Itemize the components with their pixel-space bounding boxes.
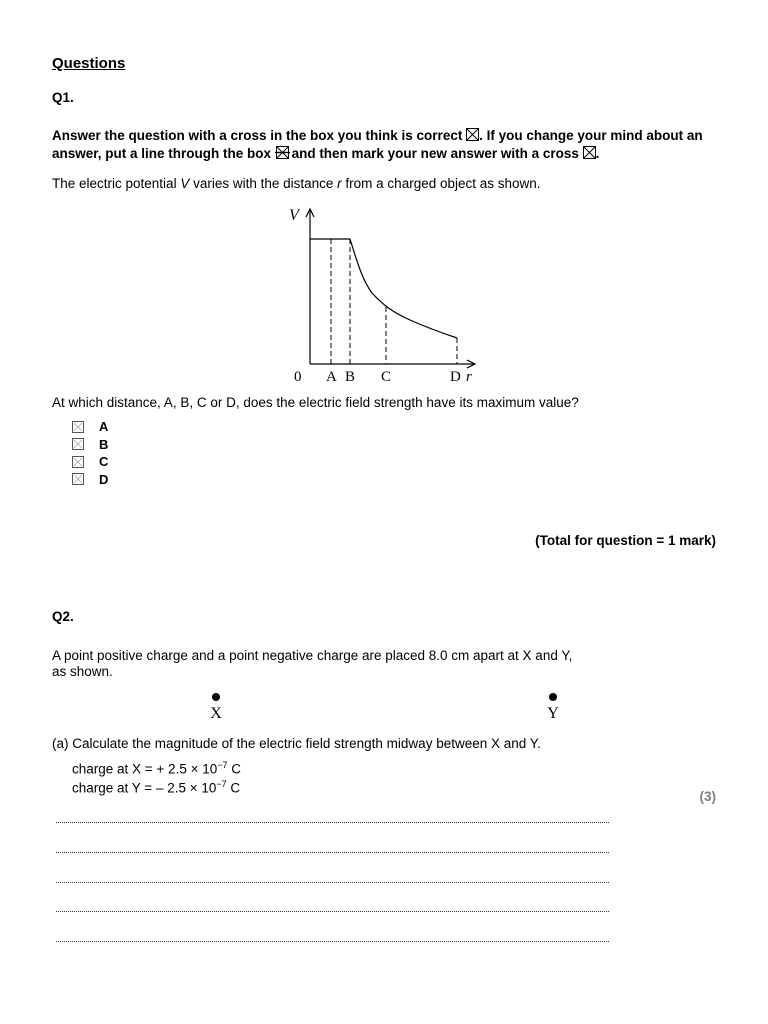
q2-stem <box>52 648 572 680</box>
charge-y-unit: C <box>226 780 241 796</box>
point-label-c: C <box>381 369 392 385</box>
q2-part-a: (a) Calculate the magnitude of the electric field strength midway between X and Y. <box>52 736 541 751</box>
charge-x-unit: C <box>227 761 241 777</box>
charge-y-exponent: −7 <box>216 779 227 789</box>
q1-label: Q1. <box>52 90 74 105</box>
q1-total: (Total for question = 1 mark) <box>535 533 716 548</box>
answer-line[interactable] <box>56 882 609 883</box>
point-x-dot <box>212 693 220 701</box>
answer-line[interactable] <box>56 911 609 912</box>
answer-box-icon[interactable] <box>72 456 84 468</box>
potential-graph <box>270 200 490 390</box>
struck-box-icon <box>275 146 288 159</box>
answer-box-icon[interactable] <box>72 421 84 433</box>
answer-box-icon[interactable] <box>72 473 84 485</box>
page-title: Questions <box>52 55 126 72</box>
instr-part3: and then mark your new answer with a cross <box>291 146 579 161</box>
y-axis-label: V <box>289 207 299 224</box>
stem-text: from a charged object as shown. <box>341 176 541 191</box>
potential-curve <box>310 239 457 338</box>
point-x-label: X <box>210 705 222 722</box>
x-axis-label: r <box>466 369 472 385</box>
q2-label: Q2. <box>52 609 74 624</box>
instr-part2: . If you change your mind about an answer, put a line through the box <box>52 128 703 161</box>
answer-options <box>72 418 108 488</box>
stem-var-v: V <box>180 176 190 191</box>
option-label: C <box>99 454 109 470</box>
point-y <box>543 693 563 723</box>
point-y-dot <box>549 693 557 701</box>
option-label: B <box>99 436 109 452</box>
option-a[interactable] <box>72 418 108 436</box>
answer-line[interactable] <box>56 852 609 853</box>
q1-question: At which distance, A, B, C or D, does the electric field strength have its maximum value? <box>52 395 579 410</box>
q2-marks: (3) <box>699 789 716 804</box>
point-x <box>206 693 226 723</box>
instr-part1: Answer the question with a cross in the box you think is correct <box>52 128 463 143</box>
instr-part4: . <box>595 146 600 161</box>
option-label: A <box>99 419 109 435</box>
option-d[interactable] <box>72 471 108 489</box>
point-y-label: Y <box>547 705 559 722</box>
charge-x-text: charge at X = + 2.5 × 10 <box>72 761 218 777</box>
option-c[interactable] <box>72 453 108 471</box>
charge-y-text: charge at Y = – 2.5 × 10 <box>72 780 217 796</box>
crossed-box-icon <box>466 128 479 141</box>
q2-stem-line1: A point positive charge and a point negative charge are placed 8.0 cm apart at X and Y, <box>52 648 573 663</box>
q1-instructions <box>52 127 732 163</box>
point-label-b: B <box>345 369 356 385</box>
stem-text: varies with the distance <box>189 176 338 191</box>
answer-line[interactable] <box>56 941 609 942</box>
stem-text: The electric potential <box>52 176 181 191</box>
point-label-d: D <box>450 369 461 385</box>
origin-label: 0 <box>294 369 302 385</box>
answer-line[interactable] <box>56 822 609 823</box>
option-b[interactable] <box>72 436 108 454</box>
q2-stem-line2: as shown. <box>52 664 113 679</box>
charge-x <box>72 758 241 777</box>
charge-x-exponent: −7 <box>217 760 228 770</box>
crossed-box-icon <box>583 146 596 159</box>
answer-box-icon[interactable] <box>72 438 84 450</box>
point-label-a: A <box>326 369 337 385</box>
charge-values <box>72 758 241 796</box>
option-label: D <box>99 471 109 487</box>
q1-stem <box>52 176 541 191</box>
stem-var-r: r <box>337 176 342 191</box>
charge-y <box>72 777 241 796</box>
